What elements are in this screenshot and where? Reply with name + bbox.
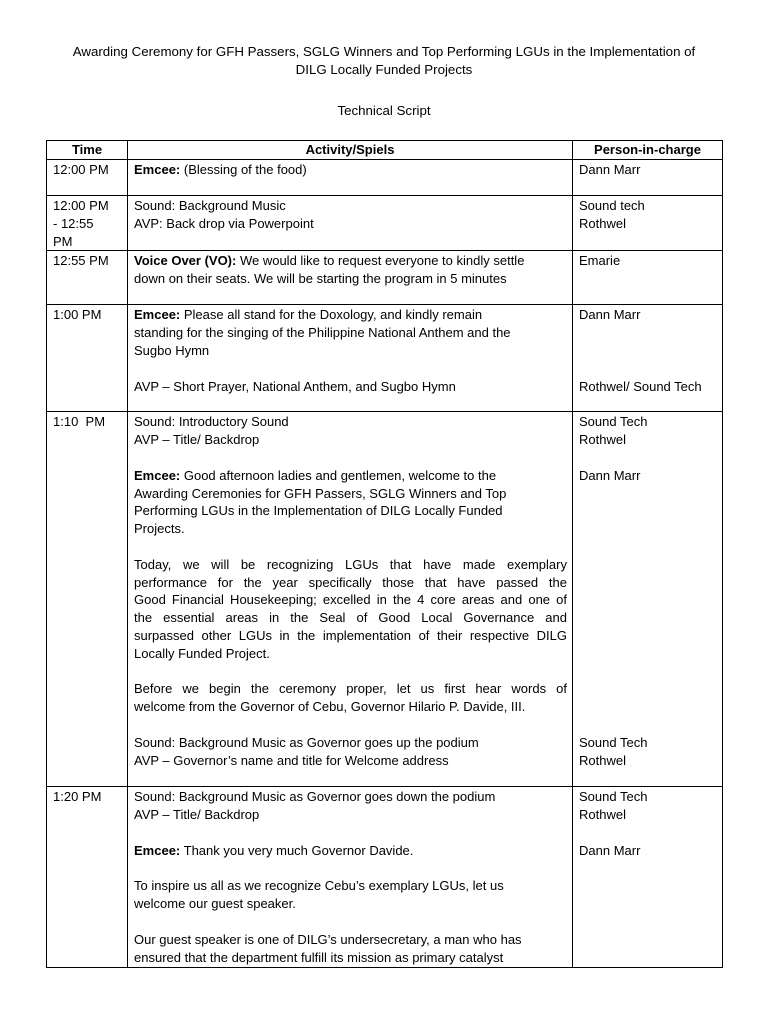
time-text: PM: [53, 233, 73, 249]
technical-script-table: [46, 140, 723, 968]
spacer: [579, 485, 717, 503]
spacer: [134, 913, 567, 931]
person-cell: [573, 412, 723, 787]
activity-line: Today, we will be recognizing LGUs that have made exemplary: [134, 556, 567, 572]
emcee-label: Emcee:: [134, 842, 181, 858]
spacer: [579, 538, 717, 556]
activity-line: the essential areas in the Seal of Good Local Governance and: [134, 610, 567, 626]
activity-cell: [128, 160, 573, 196]
activity-line: [134, 842, 567, 860]
activity-line: welcome our guest speaker.: [134, 896, 296, 912]
time-text: 1:00 PM: [53, 307, 102, 323]
person-text: Rothwel: [579, 215, 626, 231]
emcee-label: Emcee:: [134, 162, 181, 177]
table-row: [47, 305, 723, 412]
activity-line: Locally Funded Project.: [134, 645, 270, 661]
emcee-label: Emcee:: [134, 307, 181, 323]
spacer: [579, 680, 717, 698]
activity-line: [134, 252, 567, 270]
spacer: [579, 645, 717, 663]
header-person: Person-in-charge: [573, 141, 723, 160]
activity-text: Thank you very much Governor Davide.: [180, 842, 414, 858]
spacer: [134, 449, 567, 467]
activity-text: We would like to request everyone to kindly settle: [236, 253, 525, 269]
activity-line: Good Financial Housekeeping; excelled in the 4 core areas and one of: [134, 592, 567, 608]
spacer: [134, 860, 567, 878]
person-text: Dann Marr: [579, 162, 641, 177]
spacer: [579, 574, 717, 592]
spacer: [579, 824, 717, 842]
time-cell: [47, 305, 128, 412]
activity-line: Awarding Ceremonies for GFH Passers, SGLG Winners and Top: [134, 485, 507, 501]
activity-line: To inspire us all as we recognize Cebu’s exemplary LGUs, let us: [134, 878, 504, 894]
time-cell: [47, 412, 128, 787]
spacer: [579, 360, 717, 378]
person-text: Rothwel/ Sound Tech: [579, 378, 702, 394]
activity-line: Our guest speaker is one of DILG’s undersecretary, a man who has: [134, 931, 522, 947]
time-cell: [47, 787, 128, 968]
time-text: 12:00 PM: [53, 162, 109, 177]
spacer: [579, 502, 717, 520]
activity-line: ensured that the department fulfill its mission as primary catalyst: [134, 949, 504, 965]
activity-line: Sound: Introductory Sound: [134, 414, 289, 430]
activity-line: [134, 161, 567, 179]
spacer: [579, 520, 717, 538]
table-row: [47, 196, 723, 251]
header-row: [47, 141, 723, 160]
activity-line: AVP: Back drop via Powerpoint: [134, 215, 314, 231]
person-text: Sound Tech: [579, 789, 648, 805]
person-text: Rothwel: [579, 752, 626, 768]
activity-line: AVP – Governor’s name and title for Welcome address: [134, 752, 449, 768]
spacer: [134, 360, 567, 378]
activity-line: AVP – Title/ Backdrop: [134, 807, 260, 823]
person-cell: [573, 196, 723, 251]
time-text: 1:20 PM: [53, 789, 102, 805]
spacer: [134, 538, 567, 556]
person-text: Rothwel: [579, 432, 626, 448]
activity-cell: [128, 787, 573, 968]
spacer: [579, 556, 717, 574]
person-text: Rothwel: [579, 807, 626, 823]
title-line-1: Awarding Ceremony for GFH Passers, SGLG Winners and Top Performing LGUs in the Implementation of: [72, 44, 696, 59]
vo-label: Voice Over (VO):: [134, 253, 237, 269]
activity-line: Sugbo Hymn: [134, 342, 210, 358]
person-cell: [573, 305, 723, 412]
person-text: Emarie: [579, 253, 621, 269]
activity-line: Sound: Background Music as Governor goes up the podium: [134, 734, 479, 750]
activity-text: (Blessing of the food): [180, 162, 307, 177]
activity-line: welcome from the Governor of Cebu, Governor Hilario P. Davide, III.: [134, 699, 526, 715]
spacer: [579, 627, 717, 645]
header-activity: Activity/Spiels: [128, 141, 573, 160]
table-row: [47, 251, 723, 305]
spacer: [134, 663, 567, 681]
time-cell: [47, 160, 128, 196]
title-line-2: DILG Locally Funded Projects: [295, 62, 473, 77]
person-text: Sound Tech: [579, 734, 648, 750]
person-text: Dann Marr: [579, 842, 641, 858]
activity-line: performance for the year specifically those that have passed the: [134, 574, 567, 590]
person-text: Dann Marr: [579, 467, 641, 483]
activity-text: Good afternoon ladies and gentlemen, welcome to the: [180, 467, 497, 483]
spacer: [134, 716, 567, 734]
spacer: [579, 698, 717, 716]
time-text: - 12:55: [53, 215, 94, 231]
activity-line: AVP – Short Prayer, National Anthem, and Sugbo Hymn: [134, 378, 456, 394]
document-subtitle: Technical Script: [337, 103, 431, 118]
spacer: [134, 824, 567, 842]
spacer: [579, 716, 717, 734]
table-row: [47, 412, 723, 787]
person-text: Sound Tech: [579, 414, 648, 430]
time-text: 1:10 PM: [53, 414, 106, 430]
header-time: Time: [47, 141, 128, 160]
activity-cell: [128, 251, 573, 305]
activity-line: [134, 467, 567, 485]
person-cell: [573, 160, 723, 196]
spacer: [579, 342, 717, 360]
activity-line: surpassed other LGUs in the implementation of their respective DILG: [134, 627, 567, 643]
person-cell: [573, 787, 723, 968]
time-cell: [47, 196, 128, 251]
activity-line: standing for the singing of the Philippine National Anthem and the: [134, 325, 511, 341]
activity-cell: [128, 412, 573, 787]
spacer: [579, 609, 717, 627]
activity-text: Please all stand for the Doxology, and kindly remain: [180, 307, 483, 323]
activity-line: Projects.: [134, 521, 185, 537]
spacer: [579, 663, 717, 681]
spacer: [579, 591, 717, 609]
person-text: Sound tech: [579, 198, 645, 213]
spacer: [579, 449, 717, 467]
time-cell: [47, 251, 128, 305]
activity-line: Sound: Background Music: [134, 198, 286, 213]
table-row: [47, 160, 723, 196]
time-text: 12:00 PM: [53, 198, 109, 213]
spacer: [579, 324, 717, 342]
activity-cell: [128, 305, 573, 412]
time-text: 12:55 PM: [53, 253, 109, 269]
activity-line: down on their seats. We will be starting the program in 5 minutes: [134, 271, 507, 287]
activity-cell: [128, 196, 573, 251]
activity-line: Performing LGUs in the Implementation of DILG Locally Funded: [134, 503, 503, 519]
activity-line: Sound: Background Music as Governor goes down the podium: [134, 789, 496, 805]
person-text: Dann Marr: [579, 307, 641, 323]
table-row: [47, 787, 723, 968]
document-title: [40, 43, 728, 79]
activity-line: Before we begin the ceremony proper, let us first hear words of: [134, 681, 567, 697]
person-cell: [573, 251, 723, 305]
activity-line: AVP – Title/ Backdrop: [134, 432, 260, 448]
emcee-label: Emcee:: [134, 467, 181, 483]
activity-line: [134, 306, 567, 324]
